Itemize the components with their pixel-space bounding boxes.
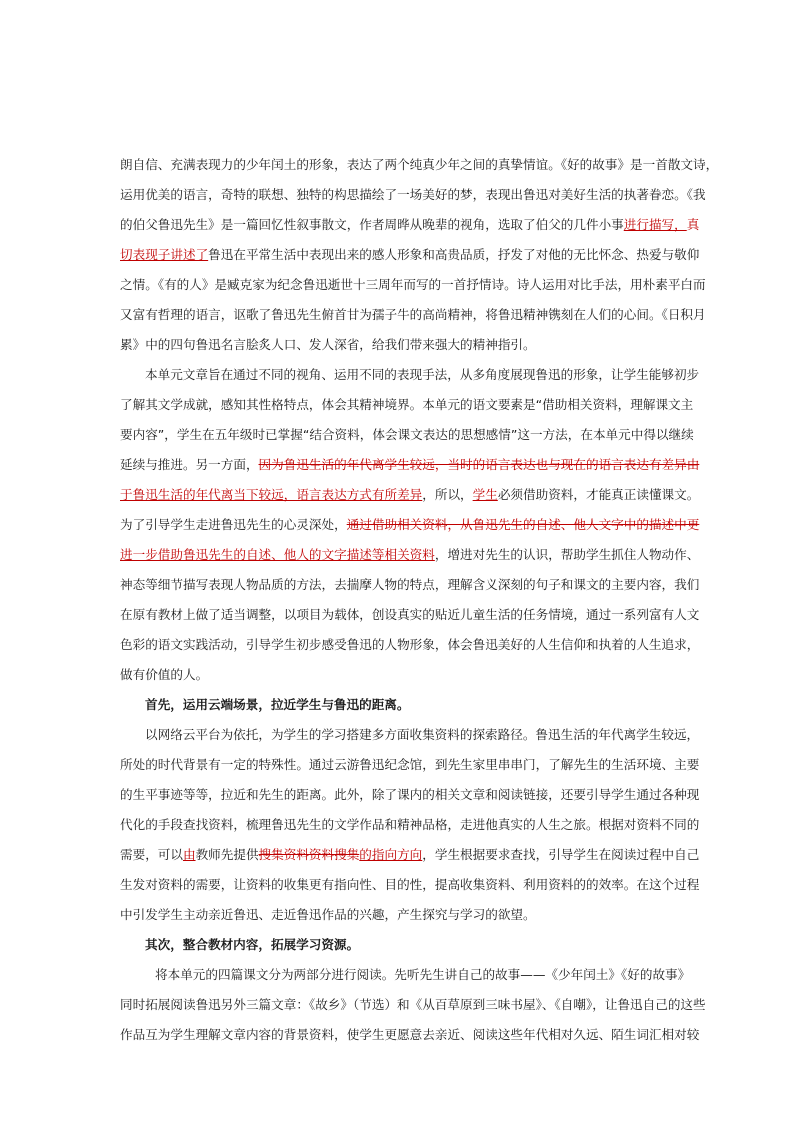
inserted-text: 切表现子讲述了 [120, 247, 209, 262]
text-run: 延续与推进。另一方面， [120, 457, 259, 472]
text-line: 中引发学生主动亲近鲁迅、走近鲁迅作品的兴趣，产生探究与学习的欲望。 [120, 907, 536, 922]
text-line: 所处的时代背景有一定的特殊性。通过云游鲁迅纪念馆，到先生家里串串门，了解先生的生活环境、主要 [120, 757, 700, 772]
text-line [120, 540, 700, 570]
text-line: 作品互为学生理解文章内容的背景资料，使学生更愿意去亲近、阅读这些年代相对久远、陌生词汇相对较 [120, 1027, 700, 1042]
text-line: 的生平事迹等等，拉近和先生的距离。此外，除了课内的相关文章和阅读链接，还要引导学生通过各种现 [120, 787, 700, 802]
text-run: 为了引导学生走进鲁迅先生的心灵深处， [120, 517, 347, 532]
text-run: 的伯父鲁迅先生》是一篇回忆性叙事散文，作者周晔从晚辈的视角，选取了伯父的几件小事 [120, 217, 624, 232]
text-line: 要内容”，学生在五年级时已掌握“结合资料，体会课文表达的思想感情”这一方法，在本单元中得以继续 [120, 427, 694, 442]
text-line: 本单元文章旨在通过不同的视角、运用不同的表现手法，从多角度展现鲁迅的形象，让学生能够初步 [145, 367, 700, 382]
text-line [120, 240, 700, 270]
section-heading: 首先，运用云端场景，拉近学生与鲁迅的距离。 [145, 697, 410, 712]
text-line: 做有价值的人。 [120, 667, 209, 682]
inserted-text: 的指向方向 [359, 847, 423, 862]
inserted-text: 由 [182, 847, 196, 862]
text-line: 神态等细节描写表现人物品质的方法，去揣摩人物的特点，理解含义深刻的句子和课文的主要内容，我们 [120, 577, 700, 592]
text-run: ，所以， [422, 487, 473, 502]
text-run: 教师先提供 [195, 847, 259, 862]
text-line [120, 210, 700, 240]
text-line: 同时拓展阅读鲁迅另外三篇文章：《故乡》（节选）和《从百草原到三味书屋》、《自嘲》，让鲁迅自己的这些 [120, 997, 706, 1012]
text-line: 以网络云平台为依托，为学生的学习搭建多方面收集资料的探索路径。鲁迅生活的年代离学生较远， [145, 727, 700, 742]
text-line: 色彩的语文实践活动，引导学生初步感受鲁迅的人物形象，体会鲁迅美好的人生信仰和执着的人生追求， [120, 637, 700, 652]
inserted-text: 进行描写， [623, 217, 687, 232]
text-line: 了解其文学成就，感知其性格特点，体会其精神境界。本单元的语文要素是“借助相关资料，理解课文主 [120, 397, 694, 412]
text-line: 运用优美的语言，奇特的联想、独特的构思描绘了一场美好的梦，表现出鲁迅对美好生活的执著眷恋。《我 [120, 187, 706, 202]
revision-text: 真 [686, 217, 700, 232]
section-heading: 其次，整合教材内容，拓展学习资源。 [145, 937, 360, 952]
text-line: 将本单元的四篇课文分为两部分进行阅读。先听先生讲自己的故事——《少年闰土》《好的故事》 [155, 967, 691, 982]
text-line [120, 450, 700, 480]
text-run: ，学生根据要求查找，引导学生在阅读过程中自己 [422, 847, 700, 862]
text-line: 之情。《有的人》是臧克家为纪念鲁迅逝世十三周年而写的一首抒情诗。诗人运用对比手法，用朴素平白而 [120, 277, 706, 292]
text-line: 朗自信、充满表现力的少年闰土的形象，表达了两个纯真少年之间的真挚情谊。《好的故事》是一首散文诗， [120, 157, 719, 172]
text-line: 又富有哲理的语言，讴歌了鲁迅先生俯首甘为孺子牛的高尚精神，将鲁迅精神镌刻在人们的心间。《日积月 [120, 307, 706, 322]
text-line [120, 840, 700, 870]
text-line: 代化的手段查找资料，梳理鲁迅先生的文学作品和精神品格，走进他真实的人生之旅。根据对资料不同的 [120, 817, 700, 832]
text-run: ，增进对先生的认识，帮助学生抓住人物动作、 [434, 547, 700, 562]
text-line [120, 510, 700, 540]
text-run: 需要，可以 [120, 847, 183, 862]
text-line: 累》中的四句鲁迅名言脍炙人口、发人深省，给我们带来强大的精神指引。 [120, 337, 536, 352]
text-line [120, 480, 700, 510]
text-run: 必须借助资料，才能真正读懂课文。 [497, 487, 700, 502]
inserted-text: 学生 [472, 487, 498, 502]
deleted-text: 搜集资料资料搜集 [258, 847, 360, 862]
deleted-text: 因为鲁迅生活的年代离学生较远，当时的语言表达也与现在的语言表达有差异由 [258, 457, 700, 472]
inserted-text: 进一步借助鲁迅先生的自述、他人的文字描述等相关资料 [120, 547, 435, 562]
text-line: 在原有教材上做了适当调整，以项目为载体，创设真实的贴近儿童生活的任务情境，通过一系列富有人文 [120, 607, 700, 622]
text-line: 生发对资料的需要，让资料的收集更有指向性、目的性，提高收集资料、利用资料的的效率。在这个过程 [120, 877, 700, 892]
text-run: 鲁迅在平常生活中表现出来的感人形象和高贵品质，抒发了对他的无比怀念、热爱与敬仰 [208, 247, 700, 262]
inserted-text: 于鲁迅生活的年代离当下较远，语言表达方式有所差异 [120, 487, 423, 502]
deleted-text: 通过借助相关资料，从鲁迅先生的自述、他人文字中的描述中更 [346, 517, 700, 532]
